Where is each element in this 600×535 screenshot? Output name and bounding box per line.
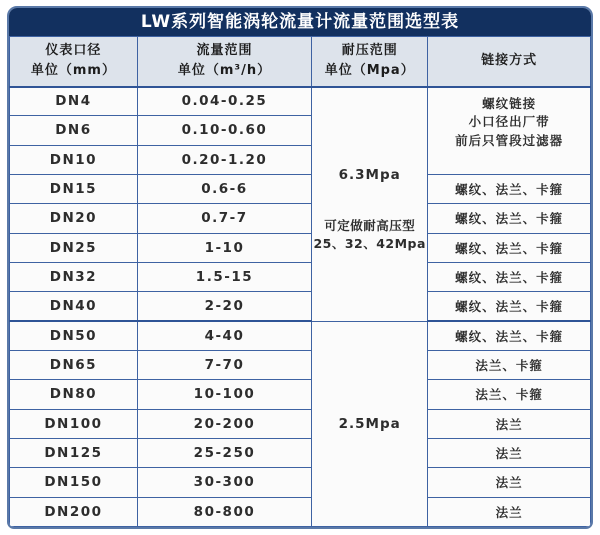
flow-cell: 2-20 bbox=[137, 292, 311, 321]
link-merged-line2: 小口径出厂带 bbox=[468, 114, 550, 130]
table-row bbox=[10, 409, 591, 438]
dn-cell: DN10 bbox=[10, 145, 138, 174]
link-cell: 法兰 bbox=[428, 409, 591, 438]
link-cell: 法兰、卡箍 bbox=[428, 380, 591, 409]
dn-cell: DN25 bbox=[10, 233, 138, 262]
pressure-value: 6.3Mpa bbox=[338, 166, 401, 183]
header-cell-link bbox=[428, 37, 591, 87]
table-row bbox=[10, 350, 591, 379]
table-row bbox=[10, 380, 591, 409]
flow-cell: 80-800 bbox=[137, 497, 311, 526]
header-pressure-line1: 耐压范围 bbox=[341, 43, 398, 59]
link-merged-line1: 螺纹链接 bbox=[482, 95, 537, 111]
dn-cell: DN100 bbox=[10, 409, 138, 438]
table-row bbox=[10, 321, 591, 350]
pressure-note-line2: 25、32、42Mpa bbox=[313, 236, 426, 252]
table-header-row bbox=[10, 37, 591, 87]
dn-cell: DN200 bbox=[10, 497, 138, 526]
link-cell: 法兰 bbox=[428, 468, 591, 497]
spec-table bbox=[9, 36, 591, 527]
link-cell-small-diameter bbox=[428, 87, 591, 175]
flow-cell: 10-100 bbox=[137, 380, 311, 409]
pressure-note-line1: 可定做耐高压型 bbox=[324, 217, 416, 233]
table-row bbox=[10, 497, 591, 526]
pressure-cell-2mpa bbox=[312, 321, 428, 526]
header-link-line1: 链接方式 bbox=[481, 53, 538, 69]
dn-cell: DN80 bbox=[10, 380, 138, 409]
dn-cell: DN32 bbox=[10, 262, 138, 291]
link-merged-line3: 前后只管段过滤器 bbox=[455, 133, 564, 148]
pressure-group1 bbox=[312, 155, 427, 253]
header-cell-pressure bbox=[312, 37, 428, 87]
header-flow-line1: 流量范围 bbox=[196, 43, 253, 59]
header-diameter-line2: 单位（mm） bbox=[30, 63, 116, 79]
flow-cell: 25-250 bbox=[137, 438, 311, 467]
dn-cell: DN6 bbox=[10, 116, 138, 145]
link-cell: 法兰 bbox=[428, 438, 591, 467]
flow-cell: 4-40 bbox=[137, 321, 311, 350]
flow-cell: 0.10-0.60 bbox=[137, 116, 311, 145]
header-diameter-line1: 仪表口径 bbox=[45, 43, 102, 59]
dn-cell: DN65 bbox=[10, 350, 138, 379]
dn-cell: DN50 bbox=[10, 321, 138, 350]
link-cell: 螺纹、法兰、卡箍 bbox=[428, 174, 591, 203]
table-row bbox=[10, 438, 591, 467]
selection-table bbox=[7, 6, 593, 529]
flow-cell: 0.7-7 bbox=[137, 204, 311, 233]
flow-cell: 0.04-0.25 bbox=[137, 87, 311, 116]
table-row bbox=[10, 233, 591, 262]
pressure-cell-6mpa bbox=[312, 87, 428, 322]
header-cell-diameter bbox=[10, 37, 138, 87]
table-row bbox=[10, 87, 591, 116]
link-cell: 螺纹、法兰、卡箍 bbox=[428, 292, 591, 321]
table-row bbox=[10, 262, 591, 291]
table-title: LW系列智能涡轮流量计流量范围选型表 bbox=[9, 8, 591, 36]
table-row bbox=[10, 204, 591, 233]
link-cell: 螺纹、法兰、卡箍 bbox=[428, 262, 591, 291]
dn-cell: DN4 bbox=[10, 87, 138, 116]
flow-cell: 1.5-15 bbox=[137, 262, 311, 291]
flow-cell: 0.6-6 bbox=[137, 174, 311, 203]
table-row bbox=[10, 292, 591, 321]
pressure-value: 2.5Mpa bbox=[338, 415, 401, 432]
dn-cell: DN20 bbox=[10, 204, 138, 233]
flow-cell: 20-200 bbox=[137, 409, 311, 438]
flow-cell: 30-300 bbox=[137, 468, 311, 497]
flow-cell: 1-10 bbox=[137, 233, 311, 262]
pressure-note bbox=[313, 217, 426, 253]
link-cell: 螺纹、法兰、卡箍 bbox=[428, 204, 591, 233]
flow-cell: 0.20-1.20 bbox=[137, 145, 311, 174]
header-cell-flow bbox=[137, 37, 311, 87]
dn-cell: DN150 bbox=[10, 468, 138, 497]
link-cell: 螺纹、法兰、卡箍 bbox=[428, 321, 591, 350]
link-cell: 法兰 bbox=[428, 497, 591, 526]
header-flow-line2: 单位（m³/h） bbox=[177, 63, 272, 79]
dn-cell: DN15 bbox=[10, 174, 138, 203]
link-cell: 法兰、卡箍 bbox=[428, 350, 591, 379]
table-row bbox=[10, 468, 591, 497]
dn-cell: DN40 bbox=[10, 292, 138, 321]
table-row bbox=[10, 174, 591, 203]
link-cell: 螺纹、法兰、卡箍 bbox=[428, 233, 591, 262]
dn-cell: DN125 bbox=[10, 438, 138, 467]
header-pressure-line2: 单位（Mpa） bbox=[324, 63, 415, 79]
flow-cell: 7-70 bbox=[137, 350, 311, 379]
